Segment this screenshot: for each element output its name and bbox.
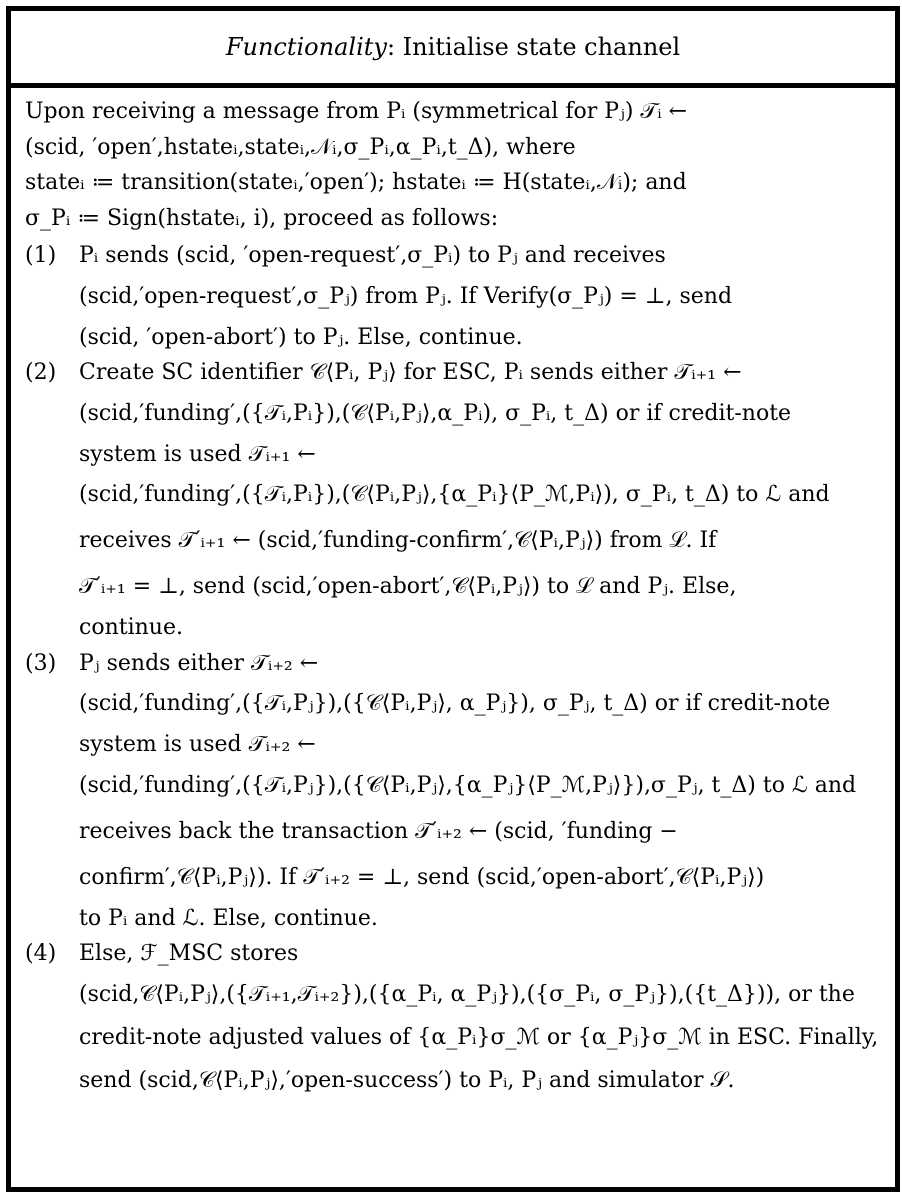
step-3 xyxy=(25,646,861,937)
step-line: (scid, ′open-abort′) to Pⱼ. Else, continue. xyxy=(79,324,523,350)
step-line: to Pᵢ and ℒ. Else, continue. xyxy=(79,905,378,931)
step-line: system is used 𝒯ᵢ₊₁ ← xyxy=(79,441,316,467)
step-line: 𝒯′ᵢ₊₁ = ⊥, send (scid,′open-abort′,𝒞⟨Pᵢ,Pⱼ⟩) to ℒ and Pⱼ. Else, xyxy=(79,574,737,599)
intro-paragraph xyxy=(25,94,861,236)
step-line: (scid,′funding′,({𝒯ᵢ,Pᵢ}),(𝒞⟨Pᵢ,Pⱼ⟩,α_Pᵢ), σ_Pᵢ, t_Δ) or if credit-note xyxy=(79,400,792,426)
step-line: (scid,′open-request′,σ_Pⱼ) from Pⱼ. If Verify(σ_Pⱼ) = ⊥, send xyxy=(79,283,733,309)
step-number: (3) xyxy=(25,650,57,676)
step-line: confirm′,𝒞⟨Pᵢ,Pⱼ⟩). If 𝒯′ᵢ₊₂ = ⊥, send (scid,′open-abort′,𝒞⟨Pᵢ,Pⱼ⟩) xyxy=(79,864,765,890)
title-prefix: Functionality xyxy=(225,33,387,61)
step-line: receives 𝒯′ᵢ₊₁ ← (scid,′funding-confirm′,𝒞⟨Pᵢ,Pⱼ⟩) from ℒ. If xyxy=(79,528,717,553)
step-line: (scid,𝒞⟨Pᵢ,Pⱼ⟩,({𝒯ᵢ₊₁,𝒯ᵢ₊₂}),({α_Pᵢ, α_Pⱼ}),({σ_Pᵢ, σ_Pⱼ}),({t_Δ})), or the xyxy=(79,981,855,1007)
functionality-body xyxy=(25,94,879,1104)
step-line: send (scid,𝒞⟨Pᵢ,Pⱼ⟩,′open-success′) to Pᵢ, Pⱼ and simulator 𝒮. xyxy=(79,1067,735,1093)
step-line: Create SC identifier 𝒞⟨Pᵢ, Pⱼ⟩ for ESC, Pᵢ sends either 𝒯ᵢ₊₁ ← xyxy=(79,360,742,385)
step-number: (1) xyxy=(25,243,57,268)
step-line: receives back the transaction 𝒯′ᵢ₊₂ ← (scid, ′funding − xyxy=(79,818,678,844)
title-suffix: : Initialise state channel xyxy=(386,33,681,61)
step-line: Else, ℱ_MSC stores xyxy=(79,941,299,966)
step-line: (scid,′funding′,({𝒯ᵢ,Pⱼ}),({𝒞⟨Pᵢ,Pⱼ⟩, α_Pⱼ}), σ_Pⱼ, t_Δ) or if credit-note xyxy=(79,691,831,716)
intro-line: (scid, ′open′,hstateᵢ,stateᵢ,𝒩ᵢ,σ_Pᵢ,α_Pᵢ,t_Δ), where xyxy=(25,134,576,160)
step-1 xyxy=(25,238,861,355)
step-line: (scid,′funding′,({𝒯ᵢ,Pⱼ}),({𝒞⟨Pᵢ,Pⱼ⟩,{α_Pⱼ}⟨P_ℳ,Pⱼ⟩}),σ_Pⱼ, t_Δ) to ℒ and xyxy=(79,772,857,798)
step-line: credit-note adjusted values of {α_Pᵢ}σ_ℳ or {α_Pⱼ}σ_ℳ in ESC. Finally, xyxy=(79,1024,879,1050)
step-line: Pⱼ sends either 𝒯ᵢ₊₂ ← xyxy=(79,650,319,676)
step-line: Pᵢ sends (scid, ′open-request′,σ_Pᵢ) to Pⱼ and receives xyxy=(79,243,666,268)
step-4 xyxy=(25,936,879,1104)
step-line: system is used 𝒯ᵢ₊₂ ← xyxy=(79,732,316,757)
step-2 xyxy=(25,355,861,646)
step-line: continue. xyxy=(79,615,183,640)
intro-line: σ_Pᵢ ≔ Sign(hstateᵢ, i), proceed as follows: xyxy=(25,205,499,231)
functionality-title xyxy=(11,11,895,88)
step-number: (2) xyxy=(25,360,57,385)
step-number: (4) xyxy=(25,941,57,966)
intro-line: stateᵢ ≔ transition(stateᵢ,′open′); hstateᵢ ≔ H(stateᵢ,𝒩ᵢ); and xyxy=(25,170,687,195)
step-line: (scid,′funding′,({𝒯ᵢ,Pᵢ}),(𝒞⟨Pᵢ,Pⱼ⟩,{α_Pᵢ}⟨P_ℳ,Pᵢ⟩), σ_Pᵢ, t_Δ) to ℒ and xyxy=(79,482,830,507)
intro-line: Upon receiving a message from Pᵢ (symmetrical for Pⱼ) 𝒯ᵢ ← xyxy=(25,99,688,124)
